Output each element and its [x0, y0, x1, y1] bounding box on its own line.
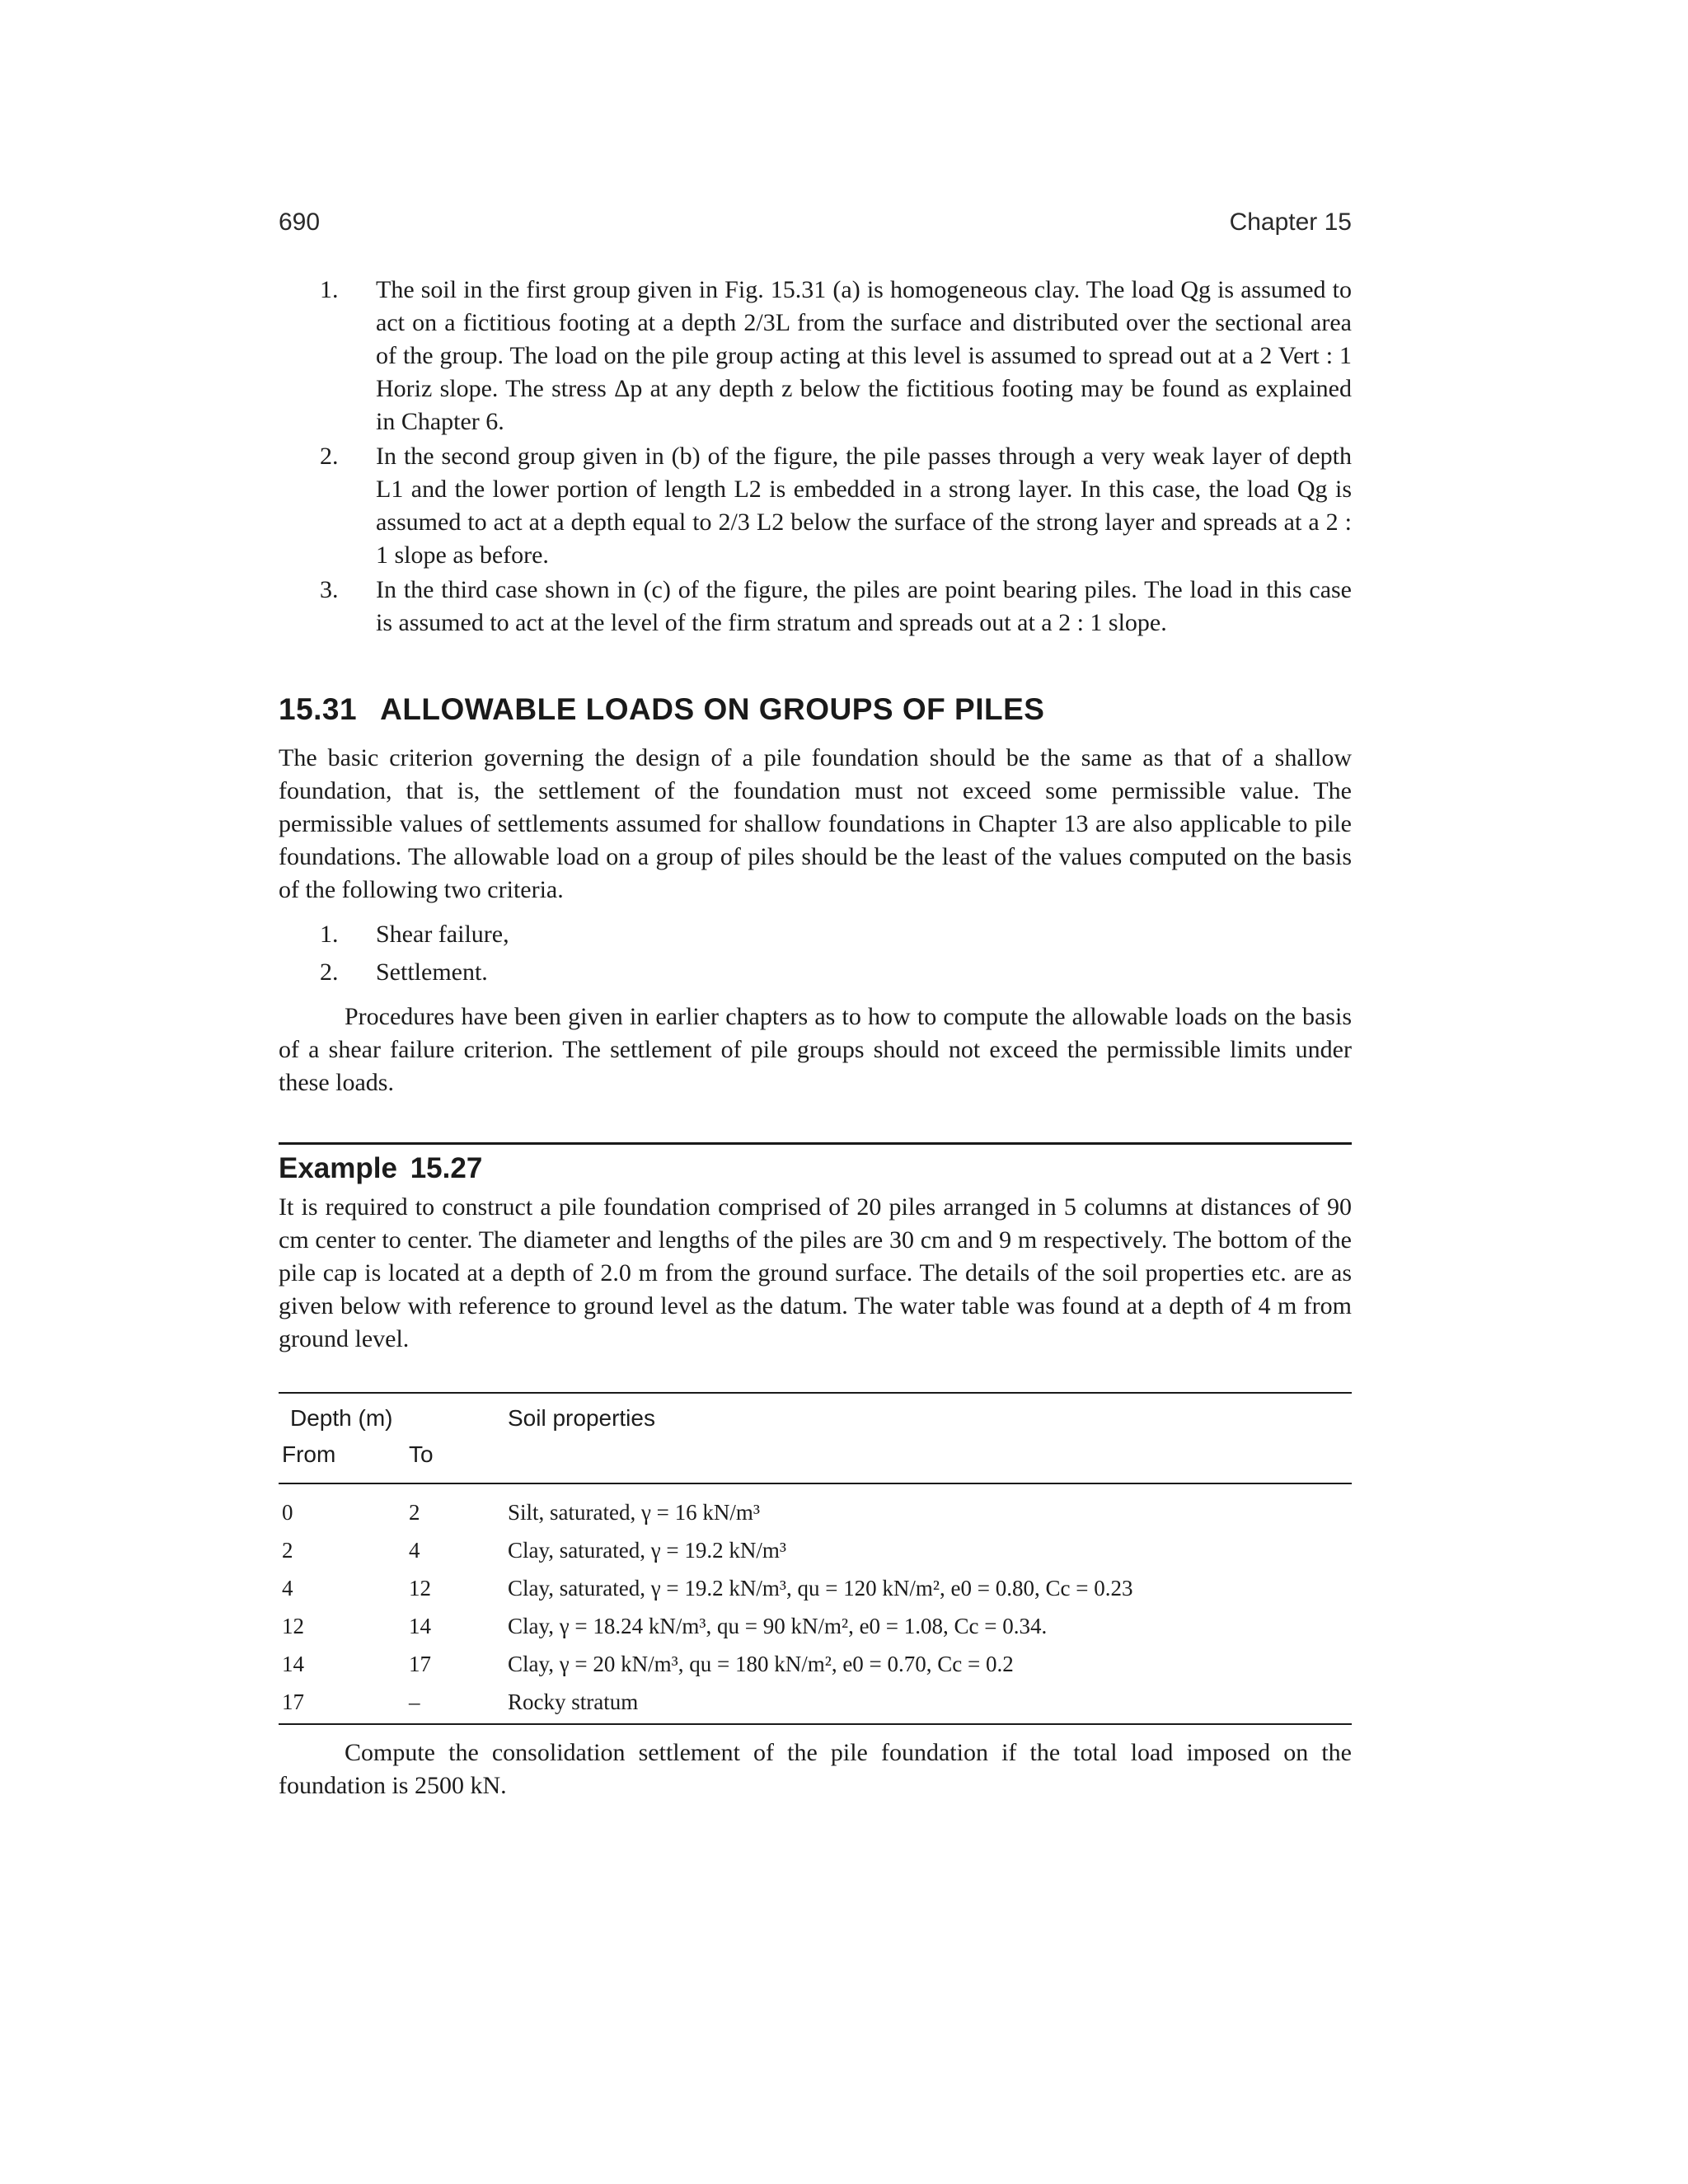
example-question: Compute the consolidation settlement of the pile foundation if the total load imposed on the foundation is 2500 kN. — [279, 1739, 1352, 1799]
list-number: 1. — [320, 921, 339, 948]
example-statement: It is required to construct a pile foundation comprised of 20 piles arranged in 5 columns at distances of 90 cm center to center. The diameter and lengths of the piles are 30 cm and 9 m respectively. The bottom of the pile cap is located at a depth of 2.0 m from the ground surface. The details of the soil properties etc. are as given below with reference to ground level as the datum. The water table was found at a depth of 4 m from ground level. — [279, 1193, 1352, 1352]
section-title: ALLOWABLE LOADS ON GROUPS OF PILES — [380, 692, 1045, 726]
cell-to: 4 — [409, 1538, 420, 1563]
table-row — [279, 1531, 1352, 1569]
cell-props: Rocky stratum — [508, 1683, 1352, 1724]
list-number: 2. — [320, 958, 339, 986]
table-row — [279, 1645, 1352, 1683]
list-item — [279, 574, 1352, 640]
list-text: In the third case shown in (c) of the figure, the piles are point bearing piles. The load in this case is assumed to act at the level of the firm stratum and spreads out at a 2 : 1 slope. — [376, 576, 1352, 636]
cell-props: Clay, γ = 20 kN/m³, qu = 180 kN/m², e0 = 0.70, Cc = 0.2 — [508, 1652, 1014, 1676]
cell-to: 14 — [409, 1614, 431, 1638]
header-to: To — [409, 1436, 508, 1483]
intro-list — [279, 274, 1352, 640]
document-page — [279, 206, 1352, 1802]
soil-properties-table — [279, 1392, 1352, 1725]
cell-from: 12 — [282, 1614, 304, 1638]
cell-from: 2 — [282, 1538, 293, 1563]
header-soil-properties: Soil properties — [508, 1393, 1352, 1436]
section-paragraph: The basic criterion governing the design of a pile foundation should be the same as that of a shallow foundation, that is, the settlement of the foundation must not exceed some permissible value. The permissible values of settlements assumed for shallow foundations in Chapter 13 are also applicable to pile foundations. The allowable load on a group of piles should be the least of the values computed on the basis of the following two criteria. — [279, 744, 1352, 903]
list-item — [279, 956, 1352, 989]
cell-from: 17 — [279, 1683, 409, 1724]
cell-props: Clay, saturated, γ = 19.2 kN/m³, qu = 120 kN/m², e0 = 0.80, Cc = 0.23 — [508, 1576, 1133, 1601]
section-paragraph: Procedures have been given in earlier chapters as to how to compute the allowable loads on the basis of a shear failure criterion. The settlement of pile groups should not exceed the permissible limits under these loads. — [279, 1003, 1352, 1096]
list-text: In the second group given in (b) of the figure, the pile passes through a very weak layer of depth L1 and the lower portion of length L2 is embedded in a strong layer. In this case, the load Qg is assumed to act at a depth equal to 2/3 L2 below the surface of the strong layer and spreads at a 2 : 1 slope as before. — [376, 443, 1352, 569]
cell-props: Silt, saturated, γ = 16 kN/m³ — [508, 1500, 760, 1525]
section-heading — [279, 689, 1352, 730]
header-from: From — [279, 1436, 409, 1483]
cell-to: – — [409, 1683, 508, 1724]
cell-from: 4 — [282, 1576, 293, 1601]
header-depth: Depth (m) — [279, 1393, 508, 1436]
list-item — [279, 918, 1352, 951]
running-head — [279, 206, 1352, 239]
table-row — [279, 1607, 1352, 1645]
list-item — [279, 274, 1352, 438]
example-divider — [279, 1142, 1352, 1145]
example-label: Example — [279, 1152, 397, 1184]
cell-to: 17 — [409, 1652, 431, 1676]
example-number: 15.27 — [410, 1152, 483, 1184]
list-number: 3. — [320, 576, 339, 603]
list-text: Shear failure, — [376, 921, 509, 948]
list-number: 1. — [320, 276, 339, 303]
chapter-label: Chapter 15 — [1229, 209, 1352, 236]
table-row — [279, 1569, 1352, 1607]
list-item — [279, 440, 1352, 572]
cell-to: 12 — [409, 1576, 431, 1601]
cell-from: 14 — [282, 1652, 304, 1676]
table-row — [279, 1483, 1352, 1531]
list-text: The soil in the first group given in Fig. 15.31 (a) is homogeneous clay. The load Qg is assumed to act on a fictitious footing at a depth 2/3L from the surface and distributed over the sectional area of the group. The load on the pile group acting at this level is assumed to spread out at a 2 Vert : 1 Horiz slope. The stress Δp at any depth z below the fictitious footing may be found as explained in Chapter 6. — [376, 276, 1352, 435]
list-number: 2. — [320, 443, 339, 470]
cell-props: Clay, γ = 18.24 kN/m³, qu = 90 kN/m², e0 = 1.08, Cc = 0.34. — [508, 1614, 1048, 1638]
page-number: 690 — [279, 209, 321, 236]
example-heading — [279, 1150, 1352, 1188]
section-number: 15.31 — [279, 692, 358, 726]
criteria-list — [279, 918, 1352, 989]
cell-to: 2 — [409, 1500, 420, 1525]
table-row — [279, 1683, 1352, 1724]
cell-props: Clay, saturated, γ = 19.2 kN/m³ — [508, 1538, 786, 1563]
list-text: Settlement. — [376, 958, 488, 986]
cell-from: 0 — [282, 1500, 293, 1525]
